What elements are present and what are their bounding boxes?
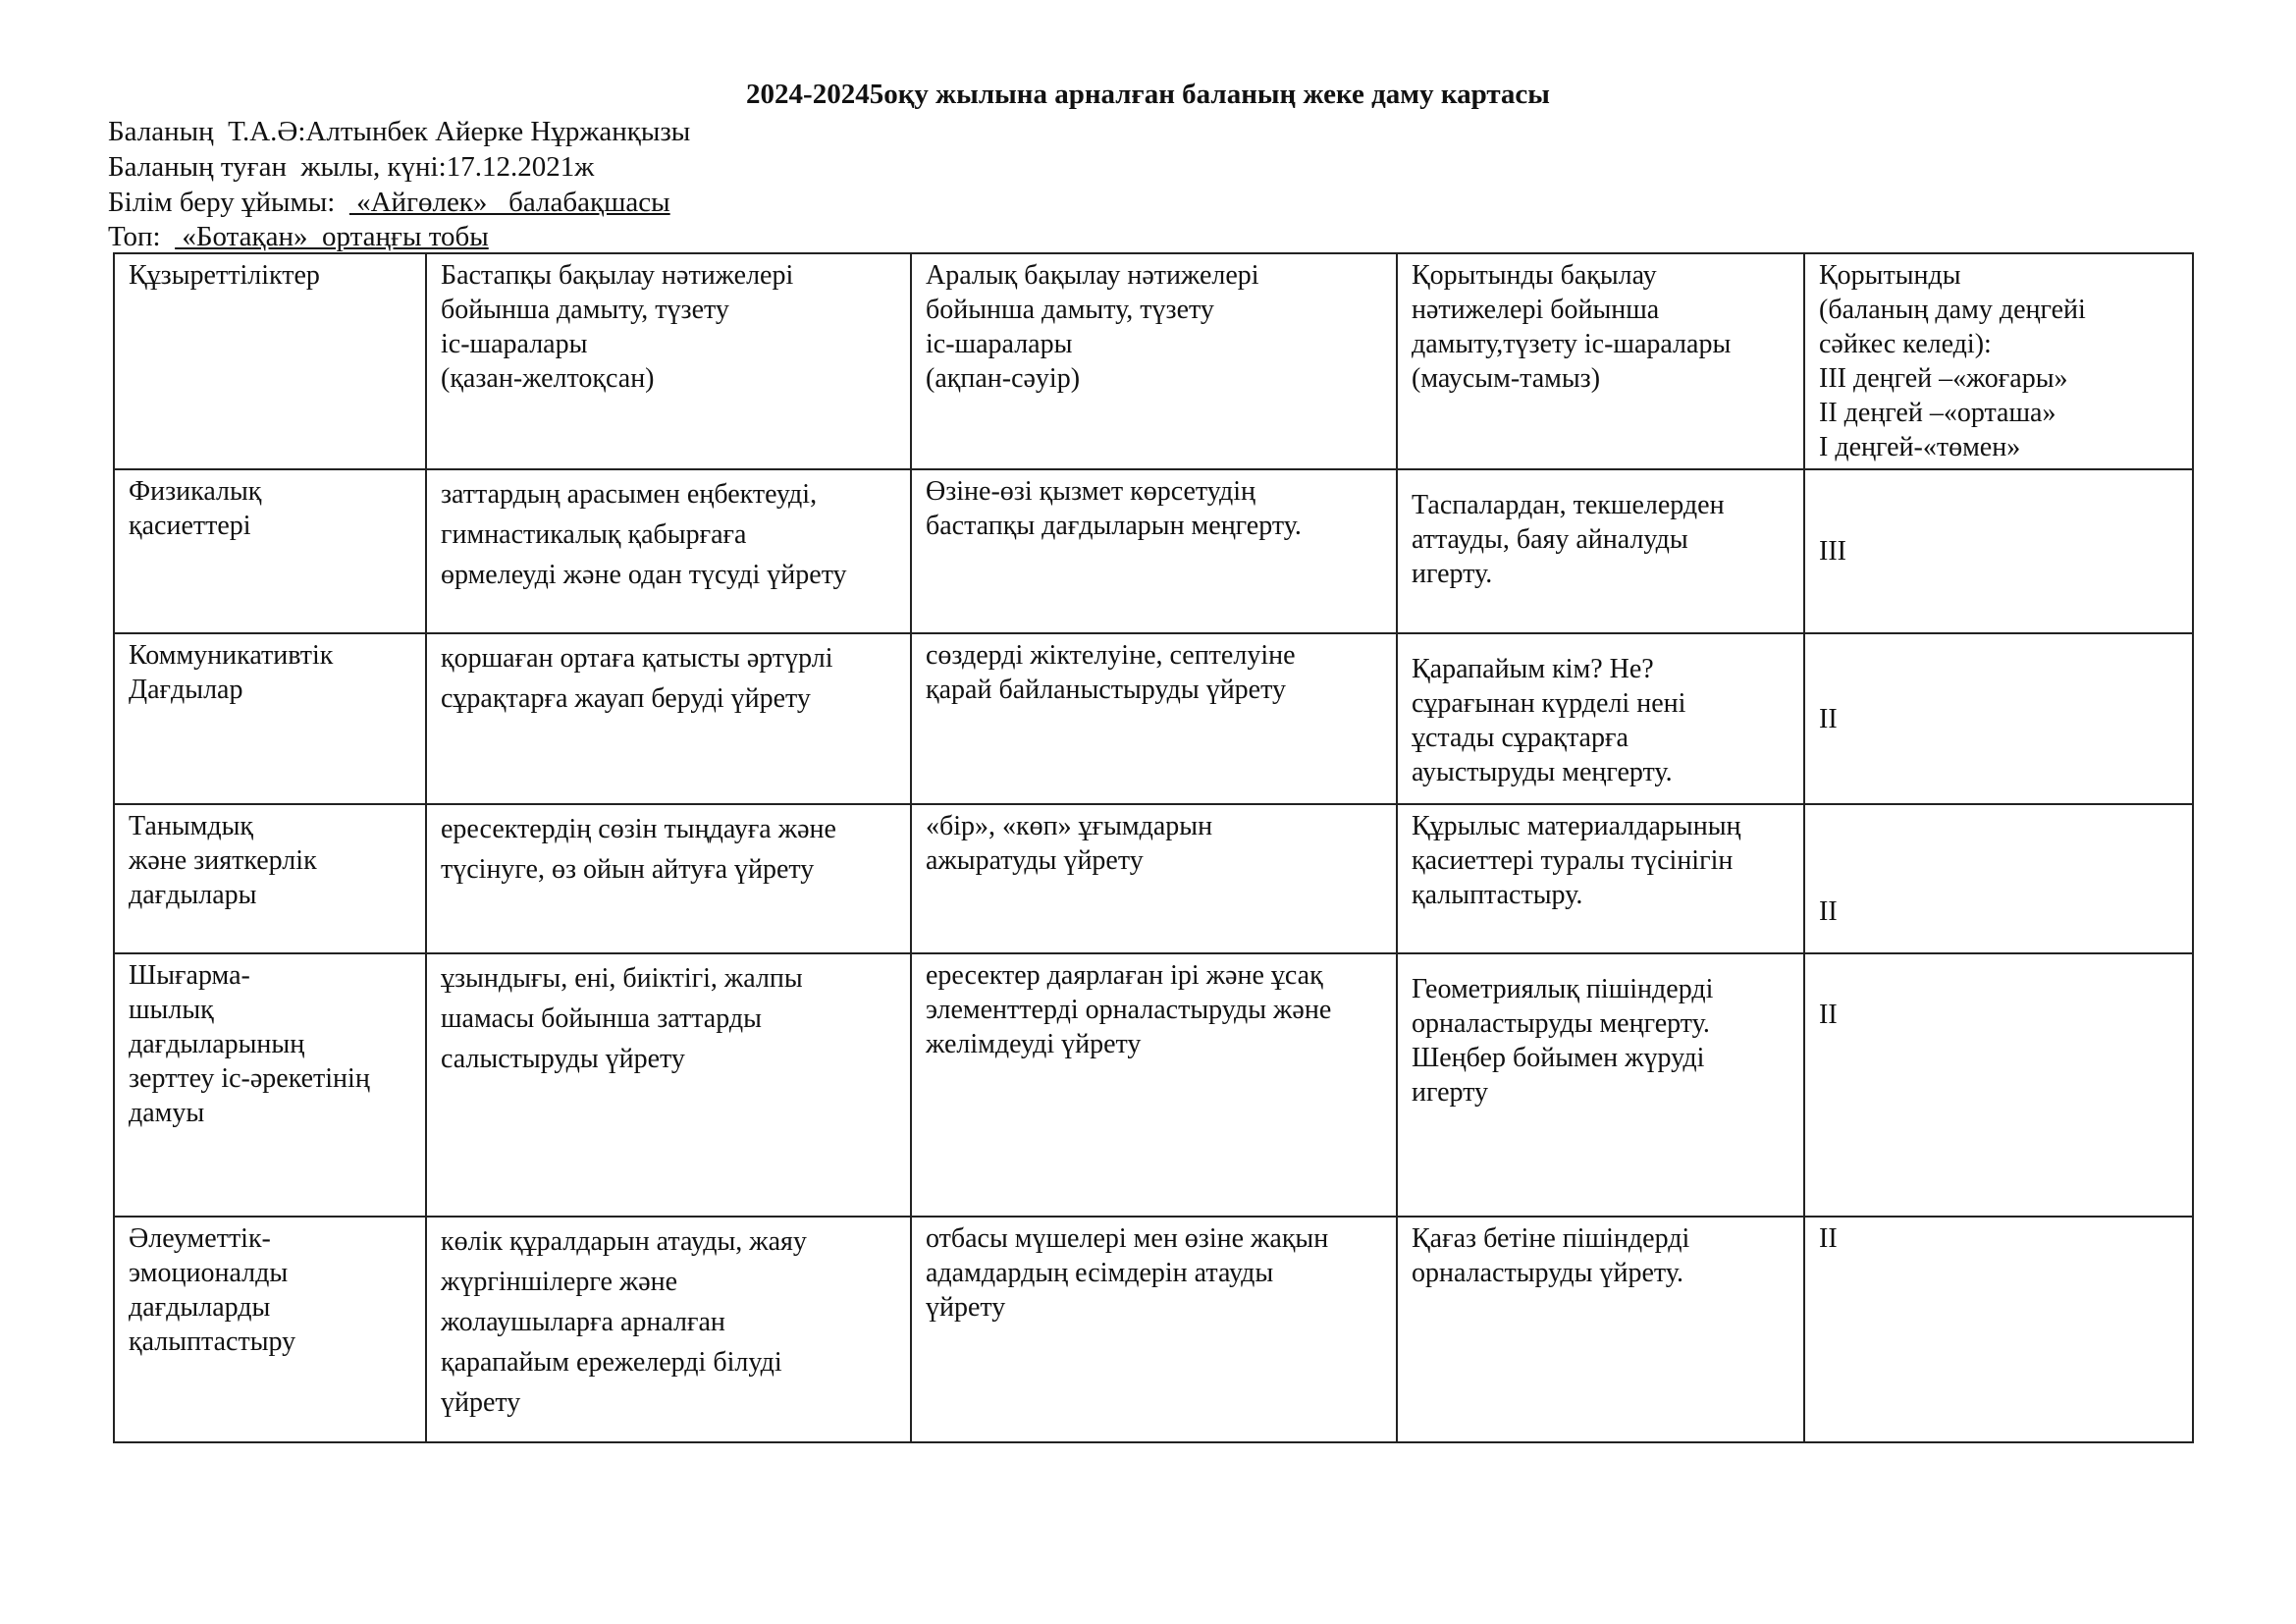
initial-cell: ұзындығы, ені, биіктігі, жалпы шамасы бойынша заттарды салыстыруды үйрету — [426, 953, 911, 1217]
header-initial-observation: Бастапқы бақылау нәтижелері бойынша дамыту, түзету іс-шаралары (қазан-желтоқсан) — [426, 253, 911, 469]
level-cell: II — [1804, 633, 2193, 804]
table-row — [114, 804, 2193, 953]
level-cell: II — [1804, 953, 2193, 1217]
table-row — [114, 469, 2193, 633]
table-header-row — [114, 253, 2193, 469]
table-row — [114, 1217, 2193, 1442]
final-cell: Қағаз бетіне пішіндерді орналастыруды үйрету. — [1397, 1217, 1804, 1442]
competence-cell: Әлеуметтік- эмоционалды дағдыларды қалыптастыру — [114, 1217, 426, 1442]
final-cell: Геометриялық пішіндерді орналастыруды меңгерту. Шеңбер бойымен жүруді игерту — [1397, 953, 1804, 1217]
child-name-line — [108, 114, 690, 149]
header-intermediate-observation: Аралық бақылау нәтижелері бойынша дамыту, түзету іс-шаралары (ақпан-сәуір) — [911, 253, 1397, 469]
competence-cell: Физикалық қасиеттері — [114, 469, 426, 633]
level-cell: II — [1804, 804, 2193, 953]
final-cell: Қарапайым кім? Не? сұрағынан күрделі нені ұстады сұрақтарға ауыстыруды меңгерту. — [1397, 633, 1804, 804]
group-line — [108, 219, 489, 254]
intermediate-cell: отбасы мүшелері мен өзіне жақын адамдардың есімдерін атауды үйрету — [911, 1217, 1397, 1442]
child-name-label: Баланың Т.А.Ә: — [108, 116, 306, 147]
header-competences: Құзыреттіліктер — [114, 253, 426, 469]
child-name-value: Алтынбек Айерке Нұржанқызы — [305, 116, 691, 147]
table-row — [114, 633, 2193, 804]
final-cell: Құрылыс материалдарының қасиеттері туралы түсінігін қалыптастыру. — [1397, 804, 1804, 953]
birth-date-value: 17.12.2021ж — [446, 151, 595, 183]
intermediate-cell: Өзіне-өзі қызмет көрсетудің бастапқы дағдыларын меңгерту. — [911, 469, 1397, 633]
initial-cell: ересектердің сөзін тыңдауға және түсінуге, өз ойын айтуға үйрету — [426, 804, 911, 953]
initial-cell: көлік құралдарын атауды, жаяу жүргіншілерге және жолаушыларға арналған қарапайым ережелерді білуді үйрету — [426, 1217, 911, 1442]
organization-label: Білім беру ұйымы: — [108, 187, 349, 218]
competence-cell: Шығарма- шылық дағдыларының зерттеу іс-әрекетінің дамуы — [114, 953, 426, 1217]
group-value: «Ботақан» ортаңғы тобы — [175, 221, 489, 252]
level-cell: III — [1804, 469, 2193, 633]
development-map-table — [113, 252, 2194, 1443]
group-label: Топ: — [108, 221, 176, 252]
document-title: 2024-20245оқу жылына арналған баланың жеке даму картасы — [746, 79, 1550, 110]
intermediate-cell: сөздерді жіктелуіне, септелуіне қарай байланыстыруды үйрету — [911, 633, 1397, 804]
table-row — [114, 953, 2193, 1217]
initial-cell: заттардың арасымен еңбектеуді, гимнастикалық қабырғаға өрмелеуді және одан түсуді үйрету — [426, 469, 911, 633]
organization-line — [108, 185, 670, 220]
initial-cell: қоршаған ортаға қатысты әртүрлі сұрақтарға жауап беруді үйрету — [426, 633, 911, 804]
organization-value: «Айгөлек» балабақшасы — [348, 187, 670, 218]
level-cell: II — [1804, 1217, 2193, 1442]
birth-date-label: Баланың туған жылы, күні: — [108, 151, 447, 183]
birth-date-line — [108, 149, 594, 185]
header-conclusion: Қорытынды (баланың даму деңгейі сәйкес келеді): III деңгей –«жоғары» II деңгей –«орташа» I деңгей-«төмен» — [1804, 253, 2193, 469]
intermediate-cell: «бір», «көп» ұғымдарын ажыратуды үйрету — [911, 804, 1397, 953]
final-cell: Таспалардан, текшелерден аттауды, баяу айналуды игерту. — [1397, 469, 1804, 633]
competence-cell: Танымдық және зияткерлік дағдылары — [114, 804, 426, 953]
competence-cell: Коммуникативтік Дағдылар — [114, 633, 426, 804]
intermediate-cell: ересектер даярлаған ірі және ұсақ элементтерді орналастыруды және желімдеуді үйрету — [911, 953, 1397, 1217]
header-final-observation: Қорытынды бақылау нәтижелері бойынша дамыту,түзету іс-шаралары (маусым-тамыз) — [1397, 253, 1804, 469]
